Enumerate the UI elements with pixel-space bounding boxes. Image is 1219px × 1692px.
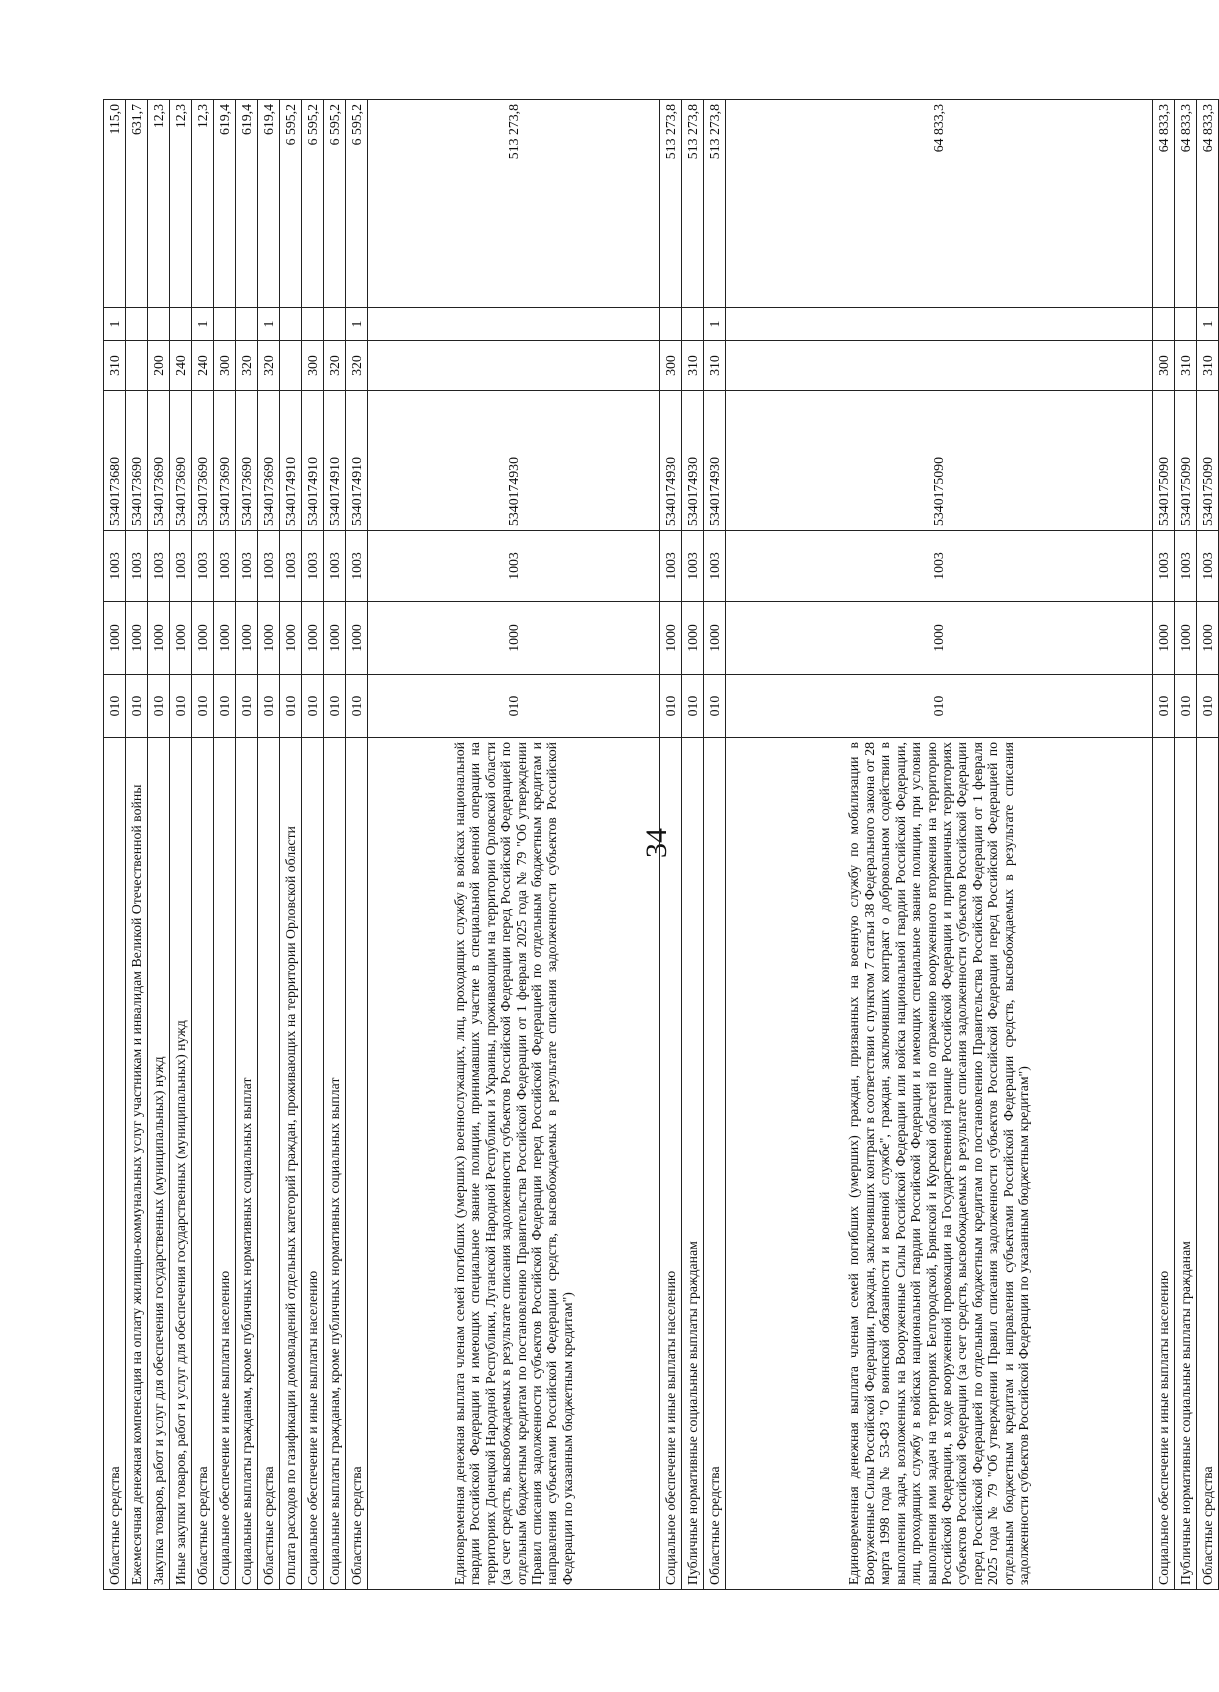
row-amount: 6 595,2 [302, 100, 324, 308]
row-amount: 619,4 [214, 100, 236, 308]
row-amount: 64 833,3 [1175, 100, 1197, 308]
row-section-code: 1000 [104, 602, 126, 675]
table-row [346, 100, 368, 1590]
row-org-code: 010 [236, 675, 258, 738]
table-row [148, 100, 170, 1590]
row-name: Социальные выплаты гражданам, кроме публичных нормативных социальных выплат [324, 738, 346, 1590]
row-section-code: 1000 [1197, 602, 1219, 675]
row-expense-type-code: 310 [1175, 341, 1197, 391]
row-target-article-code: 5340174910 [280, 391, 302, 531]
row-target-article-code: 5340173690 [192, 391, 214, 531]
row-subsection-code: 1003 [682, 531, 704, 602]
row-amount: 64 833,3 [1153, 100, 1175, 308]
row-org-code: 010 [104, 675, 126, 738]
page-number: 34 [640, 828, 673, 858]
row-funding-source-code [236, 308, 258, 341]
row-subsection-code: 1003 [704, 531, 726, 602]
row-funding-source-code: 1 [1197, 308, 1219, 341]
row-subsection-code: 1003 [170, 531, 192, 602]
row-expense-type-code [726, 341, 1153, 391]
row-name: Областные средства [704, 738, 726, 1590]
row-expense-type-code: 200 [148, 341, 170, 391]
table-row [1197, 100, 1219, 1590]
table-row [236, 100, 258, 1590]
row-org-code: 010 [126, 675, 148, 738]
table-row [682, 100, 704, 1590]
table-row [280, 100, 302, 1590]
row-expense-type-code [126, 341, 148, 391]
row-target-article-code: 5340174930 [660, 391, 682, 531]
row-subsection-code: 1003 [214, 531, 236, 602]
row-funding-source-code [302, 308, 324, 341]
row-name: Социальное обеспечение и иные выплаты населению [1153, 738, 1175, 1590]
row-funding-source-code [682, 308, 704, 341]
row-name: Областные средства [192, 738, 214, 1590]
row-org-code: 010 [302, 675, 324, 738]
row-org-code: 010 [192, 675, 214, 738]
row-amount: 64 833,3 [726, 100, 1153, 308]
table-row [104, 100, 126, 1590]
table-row [170, 100, 192, 1590]
row-funding-source-code: 1 [704, 308, 726, 341]
row-target-article-code: 5340173690 [258, 391, 280, 531]
row-funding-source-code: 1 [258, 308, 280, 341]
row-section-code: 1000 [280, 602, 302, 675]
row-subsection-code: 1003 [236, 531, 258, 602]
row-org-code: 010 [170, 675, 192, 738]
row-expense-type-code: 310 [682, 341, 704, 391]
row-subsection-code: 1003 [346, 531, 368, 602]
row-org-code: 010 [258, 675, 280, 738]
table-row [126, 100, 148, 1590]
row-subsection-code: 1003 [280, 531, 302, 602]
row-subsection-code: 1003 [324, 531, 346, 602]
row-name: Единовременная денежная выплата членам семей погибших (умерших) граждан, призванных на военную службу по мобилизации в Вооруженные Силы Российской Федерации, граждан, заключивших контракт в соответствии с пунктом 7 статьи 38 Федерального закона от 28 марта 1998 года № 53-ФЗ "О воинской обязанности и военной службе", граждан, заключивших контракт о добровольном содействии в выполнении задач, возложенных на Вооруженные Силы Российской Федерации или войска национальной гвардии Российской Федерации, лиц, проходящих службу в войсках национальной гвардии Российской Федерации и имеющих специальное звание полиции, при условии выполнения ими задач на территориях Белгородской, Брянской и Курской областей по отражению вооруженного вторжения на территорию Российской Федерации, в ходе вооруженной провокации на Государственной границе Российской Федерации и приграничных территориях субъектов Российской Федерации (за счет средств, высвобождаемых в результате списания задолженности субъектов Российской Федерации перед Российской Федерацией по отдельным бюджетным кредитам по постановлению Правительства Российской Федерации от 1 февраля 2025 года № 79 "Об утверждении Правил списания задолженности субъектов Российской Федерации перед Российской Федерацией по отдельным бюджетным кредитам и направления субъектами Российской Федерации средств, высвобождаемых в результате списания задолженности субъектов Российской Федерации по указанным бюджетным кредитам") [726, 738, 1153, 1590]
rotated-table-wrapper [103, 100, 1215, 1590]
row-target-article-code: 5340173690 [170, 391, 192, 531]
row-funding-source-code [1153, 308, 1175, 341]
row-subsection-code: 1003 [302, 531, 324, 602]
row-expense-type-code: 300 [214, 341, 236, 391]
row-org-code: 010 [324, 675, 346, 738]
row-name: Областные средства [258, 738, 280, 1590]
row-org-code: 010 [704, 675, 726, 738]
row-funding-source-code [280, 308, 302, 341]
table-row [726, 100, 1153, 1590]
row-funding-source-code [148, 308, 170, 341]
row-expense-type-code: 310 [704, 341, 726, 391]
row-name: Социальное обеспечение и иные выплаты населению [660, 738, 682, 1590]
row-expense-type-code [280, 341, 302, 391]
row-target-article-code: 5340175090 [1175, 391, 1197, 531]
row-section-code: 1000 [236, 602, 258, 675]
table-row [192, 100, 214, 1590]
row-section-code: 1000 [214, 602, 236, 675]
row-target-article-code: 5340174910 [346, 391, 368, 531]
row-section-code: 1000 [1153, 602, 1175, 675]
row-subsection-code: 1003 [1197, 531, 1219, 602]
budget-table [103, 99, 1219, 1590]
row-target-article-code: 5340173690 [126, 391, 148, 531]
row-subsection-code: 1003 [148, 531, 170, 602]
row-target-article-code: 5340173680 [104, 391, 126, 531]
table-row [302, 100, 324, 1590]
row-expense-type-code [368, 341, 660, 391]
row-subsection-code: 1003 [726, 531, 1153, 602]
row-section-code: 1000 [148, 602, 170, 675]
row-subsection-code: 1003 [126, 531, 148, 602]
row-org-code: 010 [660, 675, 682, 738]
row-section-code: 1000 [126, 602, 148, 675]
table-row [214, 100, 236, 1590]
row-name: Единовременная денежная выплата членам семей погибших (умерших) военнослужащих, лиц, проходящих службу в войсках национальной гвардии Российской Федерации и имеющих специальное звание полиции, принимавших участие в специальной военной операции на территориях Донецкой Народной Республики, Луганской Народной Республики и Украины, проживающим на территории Орловской области (за счет средств, высвобождаемых в результате списания задолженности субъектов Российской Федерации перед Российской Федерацией по отдельным бюджетным кредитам по постановлению Правительства Российской Федерации от 1 февраля 2025 года № 79 "Об утверждении Правил списания задолженности субъектов Российской Федерации перед Российской Федерацией по отдельным бюджетным кредитам и направления субъектами Российской Федерации средств, высвобождаемых в результате списания задолженности субъектов Российской Федерации по указанным бюджетным кредитам") [368, 738, 660, 1590]
row-target-article-code: 5340173690 [236, 391, 258, 531]
row-funding-source-code [368, 308, 660, 341]
row-funding-source-code [324, 308, 346, 341]
row-section-code: 1000 [192, 602, 214, 675]
row-name: Областные средства [346, 738, 368, 1590]
row-name: Публичные нормативные социальные выплаты гражданам [1175, 738, 1197, 1590]
row-target-article-code: 5340174930 [682, 391, 704, 531]
row-org-code: 010 [214, 675, 236, 738]
row-section-code: 1000 [324, 602, 346, 675]
row-org-code: 010 [682, 675, 704, 738]
row-target-article-code: 5340174930 [704, 391, 726, 531]
row-amount: 513 273,8 [704, 100, 726, 308]
row-target-article-code: 5340174930 [368, 391, 660, 531]
row-name: Социальное обеспечение и иные выплаты населению [302, 738, 324, 1590]
row-expense-type-code: 240 [170, 341, 192, 391]
row-amount: 12,3 [192, 100, 214, 308]
row-funding-source-code: 1 [104, 308, 126, 341]
row-section-code: 1000 [660, 602, 682, 675]
row-subsection-code: 1003 [192, 531, 214, 602]
row-expense-type-code: 320 [346, 341, 368, 391]
row-section-code: 1000 [258, 602, 280, 675]
table-row [660, 100, 682, 1590]
row-target-article-code: 5340174910 [324, 391, 346, 531]
row-section-code: 1000 [170, 602, 192, 675]
row-expense-type-code: 320 [236, 341, 258, 391]
row-subsection-code: 1003 [1153, 531, 1175, 602]
budget-table-body [104, 100, 1219, 1590]
row-org-code: 010 [148, 675, 170, 738]
row-target-article-code: 5340173690 [214, 391, 236, 531]
row-org-code: 010 [1197, 675, 1219, 738]
row-name: Ежемесячная денежная компенсация на оплату жилищно-коммунальных услуг участникам и инвалидам Великой Отечественной войны [126, 738, 148, 1590]
row-org-code: 010 [346, 675, 368, 738]
row-funding-source-code: 1 [192, 308, 214, 341]
row-amount: 6 595,2 [324, 100, 346, 308]
row-name: Закупка товаров, работ и услуг для обеспечения государственных (муниципальных) нужд [148, 738, 170, 1590]
row-org-code: 010 [1175, 675, 1197, 738]
row-amount: 619,4 [258, 100, 280, 308]
row-subsection-code: 1003 [368, 531, 660, 602]
row-org-code: 010 [368, 675, 660, 738]
row-name: Иные закупки товаров, работ и услуг для обеспечения государственных (муниципальных) нужд [170, 738, 192, 1590]
row-amount: 115,0 [104, 100, 126, 308]
row-section-code: 1000 [368, 602, 660, 675]
row-amount: 12,3 [170, 100, 192, 308]
row-name: Публичные нормативные социальные выплаты гражданам [682, 738, 704, 1590]
row-target-article-code: 5340175090 [1153, 391, 1175, 531]
row-target-article-code: 5340174910 [302, 391, 324, 531]
row-subsection-code: 1003 [1175, 531, 1197, 602]
row-subsection-code: 1003 [104, 531, 126, 602]
row-org-code: 010 [280, 675, 302, 738]
row-amount: 513 273,8 [682, 100, 704, 308]
row-amount: 513 273,8 [660, 100, 682, 308]
table-row [704, 100, 726, 1590]
row-expense-type-code: 300 [1153, 341, 1175, 391]
row-funding-source-code [214, 308, 236, 341]
row-target-article-code: 5340173690 [148, 391, 170, 531]
row-name: Социальное обеспечение и иные выплаты населению [214, 738, 236, 1590]
table-row [368, 100, 660, 1590]
row-expense-type-code: 310 [104, 341, 126, 391]
row-funding-source-code [660, 308, 682, 341]
row-name: Социальные выплаты гражданам, кроме публичных нормативных социальных выплат [236, 738, 258, 1590]
row-funding-source-code [170, 308, 192, 341]
row-section-code: 1000 [704, 602, 726, 675]
table-row [258, 100, 280, 1590]
row-target-article-code: 5340175090 [1197, 391, 1219, 531]
row-expense-type-code: 240 [192, 341, 214, 391]
row-name: Областные средства [1197, 738, 1219, 1590]
row-section-code: 1000 [346, 602, 368, 675]
row-org-code: 010 [1153, 675, 1175, 738]
row-expense-type-code: 320 [258, 341, 280, 391]
row-amount: 619,4 [236, 100, 258, 308]
row-expense-type-code: 300 [660, 341, 682, 391]
row-funding-source-code [126, 308, 148, 341]
row-amount: 12,3 [148, 100, 170, 308]
row-expense-type-code: 310 [1197, 341, 1219, 391]
table-row [1175, 100, 1197, 1590]
row-section-code: 1000 [302, 602, 324, 675]
row-amount: 6 595,2 [346, 100, 368, 308]
row-section-code: 1000 [682, 602, 704, 675]
row-name: Оплата расходов по газификации домовладений отдельных категорий граждан, проживающих на территории Орловской области [280, 738, 302, 1590]
row-subsection-code: 1003 [258, 531, 280, 602]
table-row [324, 100, 346, 1590]
row-funding-source-code [726, 308, 1153, 341]
row-expense-type-code: 320 [324, 341, 346, 391]
row-funding-source-code [1175, 308, 1197, 341]
row-target-article-code: 5340175090 [726, 391, 1153, 531]
row-section-code: 1000 [1175, 602, 1197, 675]
row-amount: 64 833,3 [1197, 100, 1219, 308]
row-amount: 6 595,2 [280, 100, 302, 308]
row-expense-type-code: 300 [302, 341, 324, 391]
row-name: Областные средства [104, 738, 126, 1590]
row-subsection-code: 1003 [660, 531, 682, 602]
row-amount: 513 273,8 [368, 100, 660, 308]
row-org-code: 010 [726, 675, 1153, 738]
row-amount: 631,7 [126, 100, 148, 308]
row-funding-source-code: 1 [346, 308, 368, 341]
row-section-code: 1000 [726, 602, 1153, 675]
table-row [1153, 100, 1175, 1590]
